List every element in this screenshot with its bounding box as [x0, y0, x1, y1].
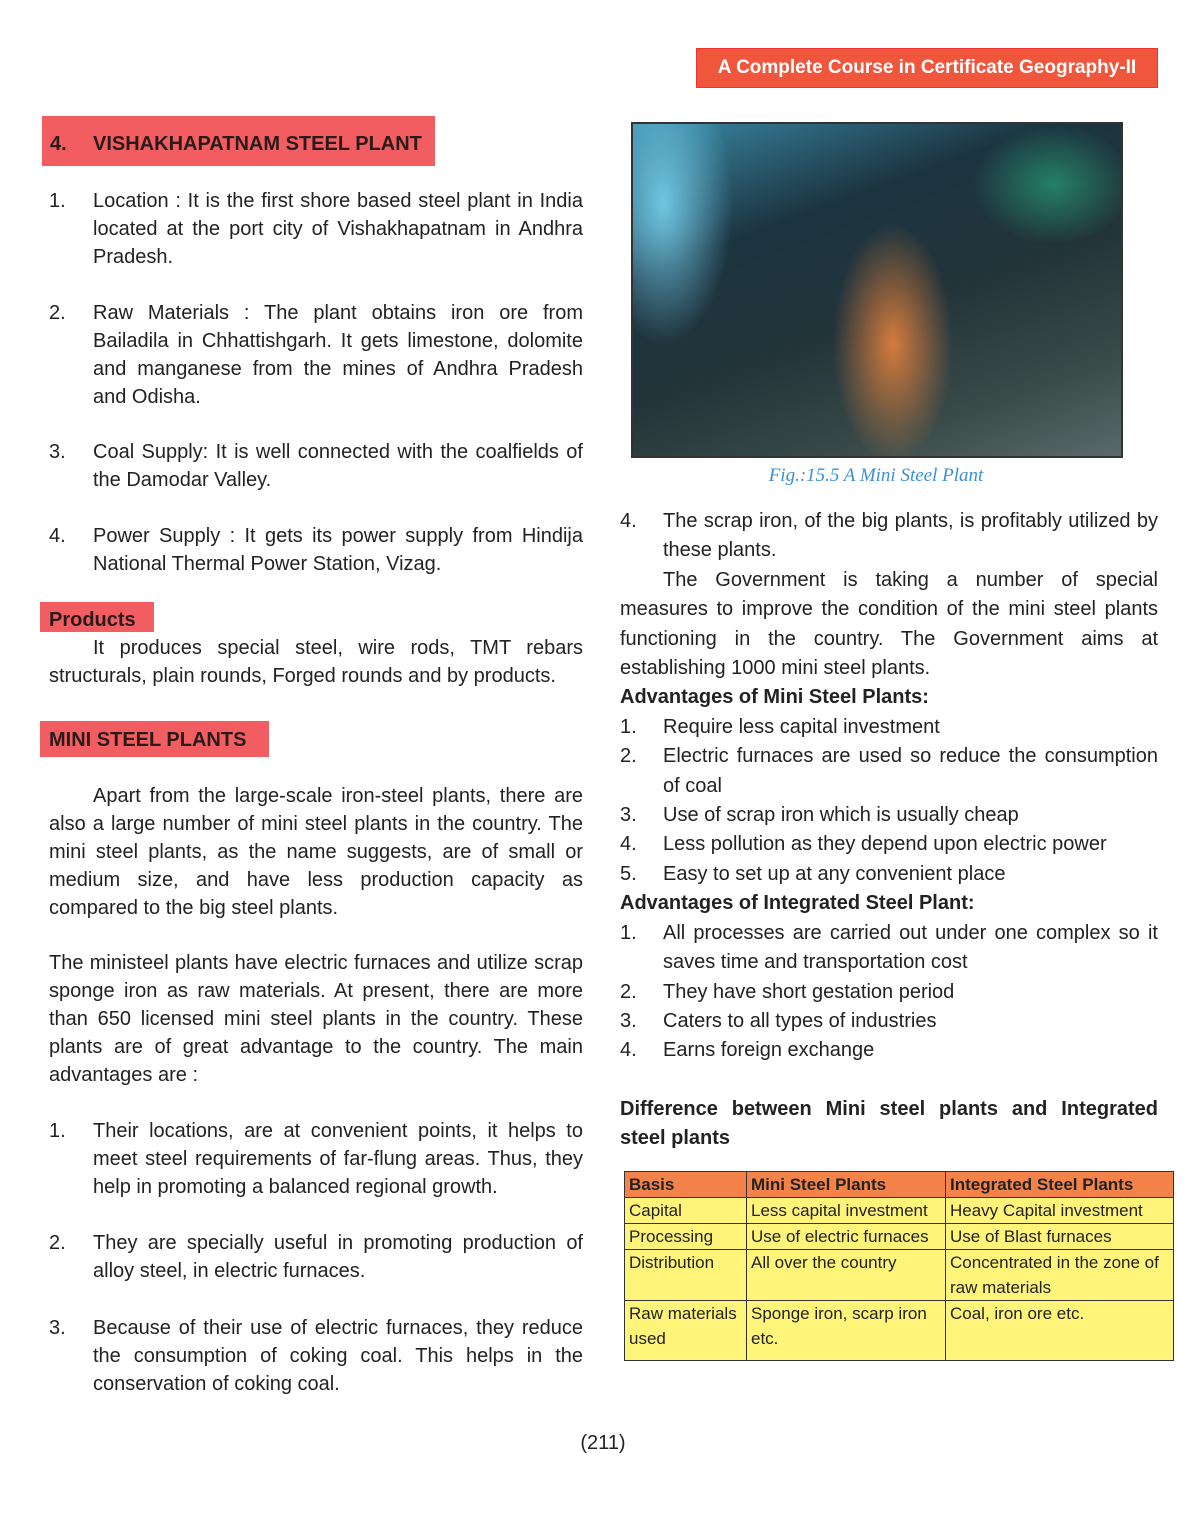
- item-number: 3.: [620, 1009, 637, 1032]
- cell: Processing: [625, 1224, 747, 1250]
- item-number: 2.: [620, 745, 637, 768]
- item-text: Less pollution as they depend upon electric power: [663, 833, 1107, 856]
- header-cell: Basis: [625, 1172, 747, 1198]
- list-item: [620, 860, 1158, 889]
- mini-steel-plant-photo: [631, 122, 1123, 458]
- header-cell: Integrated Steel Plants: [946, 1172, 1174, 1198]
- cell: All over the country: [747, 1250, 946, 1301]
- list-item: [49, 299, 583, 411]
- list-item: [49, 522, 583, 578]
- list-item: [620, 713, 1158, 742]
- figure-caption: Fig.:15.5 A Mini Steel Plant: [768, 465, 984, 486]
- item-text: Earns foreign exchange: [663, 1039, 875, 1062]
- item-text: All processes are carried out under one complex so it saves time and transportation cost: [663, 921, 1158, 974]
- item-text: Coal Supply: It is well connected with the coalfields of the Damodar Valley.: [93, 441, 583, 491]
- list-item: [49, 1229, 583, 1285]
- section-title: VISHAKHAPATNAM STEEL PLANT: [93, 133, 422, 155]
- right-column-text: [620, 507, 1158, 1154]
- item-number: 3.: [620, 804, 637, 827]
- item-number: 4.: [49, 525, 66, 547]
- table-row: [625, 1301, 1174, 1361]
- item-number: 4.: [620, 833, 637, 856]
- adv-integrated-heading: Advantages of Integrated Steel Plant:: [620, 892, 975, 915]
- item-text: They have short gestation period: [663, 980, 955, 1003]
- list-item: [620, 801, 1158, 830]
- table-row: [625, 1198, 1174, 1224]
- cell: Heavy Capital investment: [946, 1198, 1174, 1224]
- cell: Less capital investment: [747, 1198, 946, 1224]
- item-text: Location : It is the first shore based steel plant in India located at the port city of Vishakhapatnam in Andhra Pradesh.: [93, 190, 583, 268]
- comparison-table: [624, 1171, 1174, 1361]
- products-text: It produces special steel, wire rods, TMT rebars structurals, plain rounds, Forged rounds and by products.: [49, 637, 583, 687]
- item-text: Raw Materials : The plant obtains iron ore from Bailadila in Chhattishgarh. It gets limestone, dolomite and manganese from the mines of Andhra Pradesh and Odisha.: [93, 302, 583, 408]
- section-number: 4.: [50, 133, 67, 155]
- cell: Sponge iron, scarp iron etc.: [747, 1301, 946, 1361]
- list-item: [49, 1314, 583, 1398]
- item-text: The scrap iron, of the big plants, is profitably utilized by these plants.: [663, 510, 1158, 562]
- item-number: 1.: [49, 190, 66, 212]
- list-item: [49, 438, 583, 494]
- item-text: Use of scrap iron which is usually cheap: [663, 804, 1019, 827]
- item-number: 4.: [620, 510, 637, 532]
- list-item: [620, 742, 1158, 801]
- adv-mini-heading: Advantages of Mini Steel Plants:: [620, 686, 929, 709]
- mini-para-1: Apart from the large-scale iron-steel plants, there are also a large number of mini steel plants in the country. The mini steel plants, as the name suggests, are of small or medium size, and have less production capacity as compared to the big steel plants.: [49, 785, 583, 919]
- cell: Raw materials used: [625, 1301, 747, 1361]
- cell: Use of electric furnaces: [747, 1224, 946, 1250]
- difference-heading: Difference between Mini steel plants and Integrated steel plants: [620, 1097, 1158, 1150]
- item-number: 2.: [620, 980, 637, 1003]
- item-text: Their locations, are at convenient points, it helps to meet steel requirements of far-flung areas. Thus, they help in promoting a balanced regional growth.: [93, 1120, 583, 1198]
- cell: Use of Blast furnaces: [946, 1224, 1174, 1250]
- list-item: [620, 1007, 1158, 1036]
- item-text: Easy to set up at any convenient place: [663, 862, 1006, 885]
- list-item: [49, 187, 583, 271]
- cell: Capital: [625, 1198, 747, 1224]
- list-item: [620, 1036, 1158, 1065]
- cell: Distribution: [625, 1250, 747, 1301]
- item-text: Caters to all types of industries: [663, 1009, 937, 1032]
- list-item: [620, 919, 1158, 978]
- item-number: 5.: [620, 862, 637, 885]
- table-row: [625, 1224, 1174, 1250]
- item-number: 1.: [620, 715, 637, 738]
- mini-steel-heading: MINI STEEL PLANTS: [40, 721, 269, 757]
- header-cell: Mini Steel Plants: [747, 1172, 946, 1198]
- item-number: 1.: [620, 921, 637, 944]
- list-item: [49, 1117, 583, 1201]
- products-heading: Products: [40, 602, 154, 632]
- item-text: Electric furnaces are used so reduce the consumption of coal: [663, 745, 1158, 797]
- section-heading-vishakhapatnam: [42, 116, 435, 166]
- government-para: The Government is taking a number of special measures to improve the condition of the mini steel plants functioning in the country. The Government aims at establishing 1000 mini steel plants.: [620, 568, 1158, 680]
- item-number: 3.: [49, 1317, 66, 1339]
- table-row: [625, 1250, 1174, 1301]
- item-number: 2.: [49, 1232, 66, 1254]
- item-number: 3.: [49, 441, 66, 463]
- mini-advantages-list: [49, 1117, 583, 1417]
- item-text: They are specially useful in promoting production of alloy steel, in electric furnaces.: [93, 1232, 583, 1282]
- table-header-row: [625, 1172, 1174, 1198]
- book-title-banner: A Complete Course in Certificate Geography-II: [696, 48, 1158, 88]
- item-text: Require less capital investment: [663, 715, 940, 738]
- list-item: [620, 978, 1158, 1007]
- cell: Coal, iron ore etc.: [946, 1301, 1174, 1361]
- item-text: Because of their use of electric furnaces, they reduce the consumption of coking coal. This helps in the conservation of coking coal.: [93, 1317, 583, 1395]
- vishakhapatnam-list: [49, 187, 583, 587]
- page-number: (211): [580, 1432, 626, 1454]
- list-item: [620, 507, 1158, 566]
- item-number: 1.: [49, 1120, 66, 1142]
- item-number: 2.: [49, 302, 66, 324]
- list-item: [620, 830, 1158, 859]
- item-number: 4.: [620, 1039, 637, 1062]
- item-text: Power Supply : It gets its power supply from Hindija National Thermal Power Station, Vizag.: [93, 525, 583, 575]
- mini-para-2: The ministeel plants have electric furnaces and utilize scrap sponge iron as raw materials. At present, there are more than 650 licensed mini steel plants in the country. These plants are of great advantage to the country. The main advantages are :: [49, 952, 583, 1086]
- cell: Concentrated in the zone of raw materials: [946, 1250, 1174, 1301]
